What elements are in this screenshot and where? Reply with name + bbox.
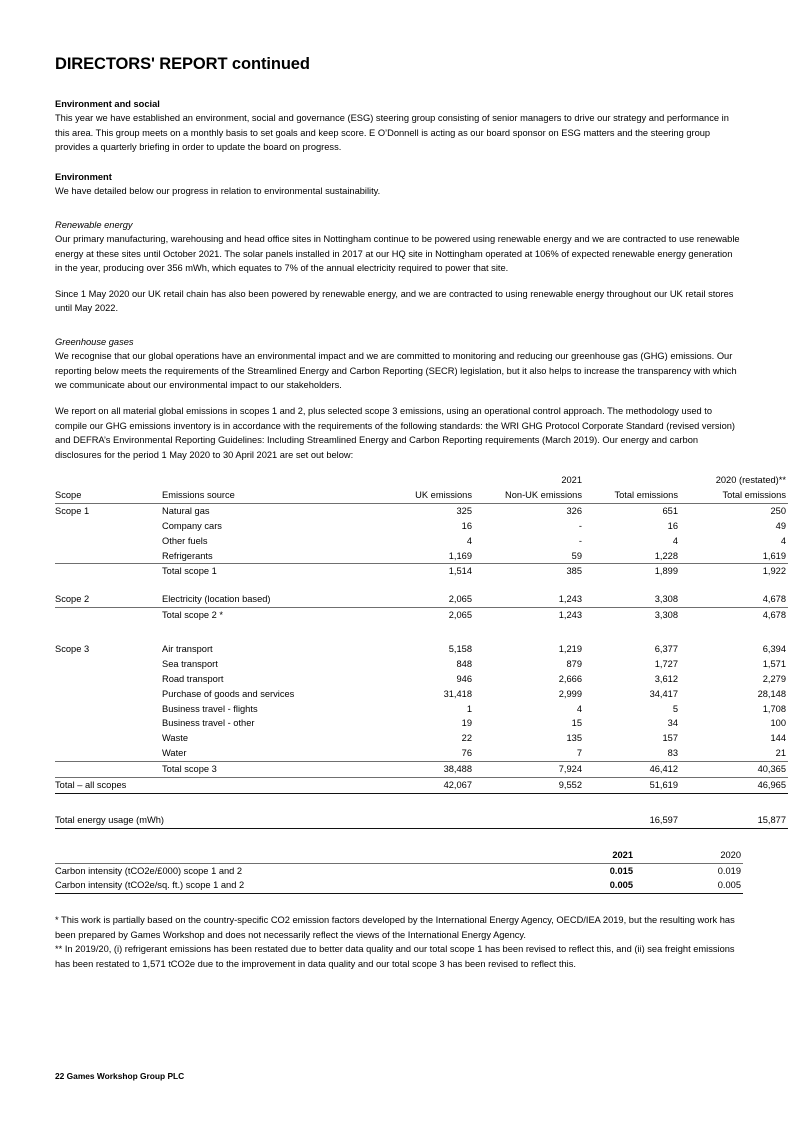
- spacer: [55, 462, 742, 473]
- emissions-table: [55, 473, 788, 829]
- cell-source: Refrigerants: [162, 549, 378, 564]
- cell-source: Other fuels: [162, 535, 208, 546]
- cell-uk: 1: [466, 703, 472, 714]
- cell-non-uk: 326: [566, 505, 582, 516]
- cell-prev: 100: [770, 718, 786, 729]
- cell-uk: 1,169: [378, 549, 474, 564]
- cell-total: 6,377: [654, 644, 678, 655]
- table-row: [55, 746, 788, 761]
- spacer: [55, 199, 742, 218]
- cell-source: Business travel - other: [162, 718, 255, 729]
- cell-uk: 2,065: [378, 592, 474, 607]
- cell-total: 83: [584, 746, 680, 761]
- paragraph-environment-and-social: This year we have established an environment, social and governance (ESG) steering group consisting of senior managers to drive our strategy and performance in this area. This group meets on a monthly basis to set goals and keep score. E O’Donnell is acting as our board sponsor on ESG matters and the steering group provides a quarterly briefing in order to update the board on progress.: [55, 113, 729, 153]
- cell-uk: 22: [461, 733, 472, 744]
- table-row: [55, 878, 743, 893]
- table-row: [55, 642, 788, 657]
- cell-prev: 1,922: [762, 566, 786, 577]
- cell-intensity-current: 0.015: [609, 865, 633, 876]
- cell-source: Business travel - flights: [162, 703, 258, 714]
- cell-total: 1,727: [654, 658, 678, 669]
- table-row: [55, 592, 788, 607]
- table-row: [55, 672, 788, 687]
- table-grand-total-row: [55, 777, 788, 793]
- table-total-row-scope-1: [55, 564, 788, 579]
- table-row: [55, 863, 743, 878]
- footnote-double-star: ** In 2019/20, (i) refrigerant emissions has been restated due to better data quality and our total scope 1 has been revised to reflect this, and (ii) sea freight emissions has been restated to 1,571 tCO2e due to the improvement in data quality and our total scope 3 has been revised to reflect this.: [55, 944, 735, 969]
- page-footer: 22 Games Workshop Group PLC: [55, 1071, 185, 1081]
- cell-prev: 1,708: [762, 703, 786, 714]
- cell-prev: 46,965: [680, 777, 788, 793]
- header-year-current: 2021: [561, 475, 582, 486]
- cell-uk: 848: [456, 658, 472, 669]
- table-row: [55, 519, 788, 534]
- cell-prev: 28,148: [757, 688, 786, 699]
- table-row: [55, 657, 788, 672]
- cell-total: 157: [662, 733, 678, 744]
- cell-uk: 2,065: [448, 610, 472, 621]
- cell-uk: 946: [456, 673, 472, 684]
- cell-source: Air transport: [162, 644, 213, 655]
- cell-non-uk: 9,552: [474, 777, 584, 793]
- paragraph-environment: We have detailed below our progress in relation to environmental sustainability.: [55, 186, 381, 197]
- cell-total: 1,228: [584, 549, 680, 564]
- spacer: [55, 276, 742, 287]
- scope-label-3: Scope 3: [55, 644, 90, 655]
- cell-source: Water: [162, 746, 378, 761]
- table-row: [55, 716, 788, 731]
- cell-total: 3,308: [654, 610, 678, 621]
- spacer: [55, 316, 742, 335]
- heading-environment-and-social: Environment and social: [55, 98, 160, 109]
- column-header-total: Total emissions: [584, 488, 680, 503]
- cell-energy-usage-label: Total energy usage (mWh): [55, 813, 474, 828]
- cell-uk: 325: [456, 505, 472, 516]
- cell-uk: 5,158: [448, 644, 472, 655]
- cell-total: 1,899: [654, 566, 678, 577]
- table-column-header-row: [55, 488, 788, 503]
- cell-non-uk: 7,924: [474, 762, 584, 778]
- table-year-header-row: [55, 473, 788, 488]
- spacer: [55, 829, 742, 848]
- table-row: [55, 702, 788, 717]
- cell-intensity-previous: 0.005: [635, 878, 743, 893]
- cell-non-uk: 385: [566, 566, 582, 577]
- footnotes: [55, 913, 749, 971]
- spacer: [55, 155, 742, 170]
- paragraph-renewable-energy-1: Our primary manufacturing, warehousing and head office sites in Nottingham continue to be powered using renewable energy and we are contracted to use renewable energy at these sites until October 2021. The solar panels installed in 2017 at our HQ site in Nottingham operated at 106% of expected renewable energy generation in the year, producing over 356 mWh, which equates to 7% of the annual electricity required to power that site.: [55, 234, 740, 274]
- intensity-header-year-previous: 2020: [635, 848, 743, 863]
- cell-prev: 40,365: [680, 762, 788, 778]
- cell-prev: 144: [770, 733, 786, 744]
- column-header-uk: UK emissions: [378, 488, 474, 503]
- intensity-header-year-current: 2021: [539, 848, 635, 863]
- cell-total: 34: [667, 718, 678, 729]
- spacer-row: [55, 623, 788, 642]
- cell-intensity-label: Carbon intensity (tCO2e/sq. ft.) scope 1 and 2: [55, 878, 539, 893]
- heading-renewable-energy: Renewable energy: [55, 219, 133, 230]
- footnote-single-star: * This work is partially based on the country-specific CO2 emission factors developed by the International Energy Agency, OECD/IEA 2019, but the resulting work has been prepared by Games Workshop and does not necessarily reflect the views of the International Energy Agency.: [55, 915, 735, 940]
- cell-prev: 4,678: [762, 610, 786, 621]
- cell-prev: 1,571: [762, 658, 786, 669]
- cell-prev: 4: [780, 535, 786, 546]
- cell-non-uk: 879: [566, 658, 582, 669]
- cell-non-uk: -: [578, 520, 582, 531]
- table-row: [55, 503, 788, 518]
- cell-source: Natural gas: [162, 505, 210, 516]
- cell-non-uk: 2,999: [558, 688, 582, 699]
- table-row: [55, 731, 788, 746]
- spacer-row: [55, 793, 788, 813]
- cell-non-uk: 2,666: [558, 673, 582, 684]
- cell-uk: 4: [466, 535, 472, 546]
- cell-intensity-previous: 0.019: [717, 865, 741, 876]
- cell-intensity-label: Carbon intensity (tCO2e/£000) scope 1 and 2: [55, 865, 243, 876]
- cell-prev: 2,279: [762, 673, 786, 684]
- cell-intensity-current: 0.005: [539, 878, 635, 893]
- cell-total: 34,417: [649, 688, 678, 699]
- cell-source: Electricity (location based): [162, 592, 378, 607]
- cell-total: 5: [672, 703, 678, 714]
- page-title: DIRECTORS' REPORT continued: [55, 55, 310, 73]
- header-year-previous: 2020 (restated)**: [715, 475, 786, 486]
- column-header-prev-total: Total emissions: [680, 488, 788, 503]
- cell-non-uk: 4: [576, 703, 582, 714]
- intensity-header-row: [55, 848, 743, 863]
- cell-prev: 4,678: [680, 592, 788, 607]
- paragraph-greenhouse-gases-1: We recognise that our global operations have an environmental impact and we are committed to monitoring and reducing our greenhouse gas (GHG) emissions. Our reporting below meets the requirements of the Streamlined Energy and Carbon Reporting (SECR) legislation, but it also helps to increase the transparency with which we communicate about our environmental impact to our stakeholders.: [55, 351, 737, 391]
- cell-total: 51,619: [584, 777, 680, 793]
- cell-non-uk: -: [578, 535, 582, 546]
- cell-uk: 1,514: [448, 566, 472, 577]
- cell-uk: 19: [461, 718, 472, 729]
- cell-non-uk: 7: [474, 746, 584, 761]
- heading-environment: Environment: [55, 171, 112, 182]
- column-header-source: Emissions source: [162, 488, 378, 503]
- cell-source: Road transport: [162, 673, 224, 684]
- spacer-row: [55, 579, 788, 592]
- scope-label-1: Scope 1: [55, 505, 90, 516]
- cell-prev: 21: [680, 746, 788, 761]
- cell-non-uk: 1,243: [558, 610, 582, 621]
- cell-total: 16: [667, 520, 678, 531]
- cell-source: Total scope 2 *: [162, 610, 223, 621]
- cell-prev: 1,619: [680, 549, 788, 564]
- cell-uk: 38,488: [378, 762, 474, 778]
- cell-uk: 16: [461, 520, 472, 531]
- table-total-row-scope-2: [55, 608, 788, 623]
- cell-prev: 250: [770, 505, 786, 516]
- cell-source: Waste: [162, 733, 189, 744]
- table-energy-usage-row: [55, 813, 788, 828]
- cell-energy-usage-prev: 15,877: [680, 813, 788, 828]
- cell-energy-usage-total: 16,597: [584, 813, 680, 828]
- cell-source: Total scope 3: [162, 762, 378, 778]
- column-header-scope: Scope: [55, 488, 162, 503]
- spacer: [55, 393, 742, 404]
- table-total-row-scope-3: [55, 762, 788, 778]
- carbon-intensity-table: [55, 848, 743, 895]
- paragraph-renewable-energy-2: Since 1 May 2020 our UK retail chain has also been powered by renewable energy, and we are contracted to using renewable energy throughout our UK retail stores until May 2022.: [55, 288, 734, 314]
- table-row: [55, 534, 788, 549]
- table-row: [55, 687, 788, 702]
- paragraph-greenhouse-gases-2: We report on all material global emissions in scopes 1 and 2, plus selected scope 3 emissions, using an operational control approach. The methodology used to compile our GHG emissions inventory is in accordance with the requirements of the following standards: the WRI GHG Protocol Corporate Standard (revised version) and DEFRA’s Environmental Reporting Guidelines: Including Streamlined Energy and Carbon Reporting requirements (March 2019). Our energy and carbon disclosures for the period 1 May 2020 to 30 April 2021 are set out below:: [55, 405, 736, 460]
- heading-greenhouse-gases: Greenhouse gases: [55, 336, 134, 347]
- cell-source: Total scope 1: [162, 566, 217, 577]
- cell-uk: 31,418: [443, 688, 472, 699]
- cell-uk: 76: [378, 746, 474, 761]
- cell-total: 651: [662, 505, 678, 516]
- cell-non-uk: 15: [571, 718, 582, 729]
- cell-prev: 6,394: [762, 644, 786, 655]
- cell-grand-total-label: Total – all scopes: [55, 777, 378, 793]
- cell-uk: 42,067: [378, 777, 474, 793]
- cell-non-uk: 1,219: [558, 644, 582, 655]
- cell-source: Sea transport: [162, 658, 218, 669]
- table-row: [55, 549, 788, 564]
- cell-non-uk: 135: [566, 733, 582, 744]
- cell-prev: 49: [775, 520, 786, 531]
- cell-source: Purchase of goods and services: [162, 688, 295, 699]
- cell-total: 46,412: [584, 762, 680, 778]
- cell-non-uk: 1,243: [474, 592, 584, 607]
- scope-label-2: Scope 2: [55, 592, 162, 607]
- column-header-non-uk: Non-UK emissions: [474, 488, 584, 503]
- cell-total: 4: [672, 535, 678, 546]
- cell-total: 3,612: [654, 673, 678, 684]
- cell-source: Company cars: [162, 520, 222, 531]
- spacer: [55, 894, 742, 913]
- cell-non-uk: 59: [474, 549, 584, 564]
- cell-total: 3,308: [584, 592, 680, 607]
